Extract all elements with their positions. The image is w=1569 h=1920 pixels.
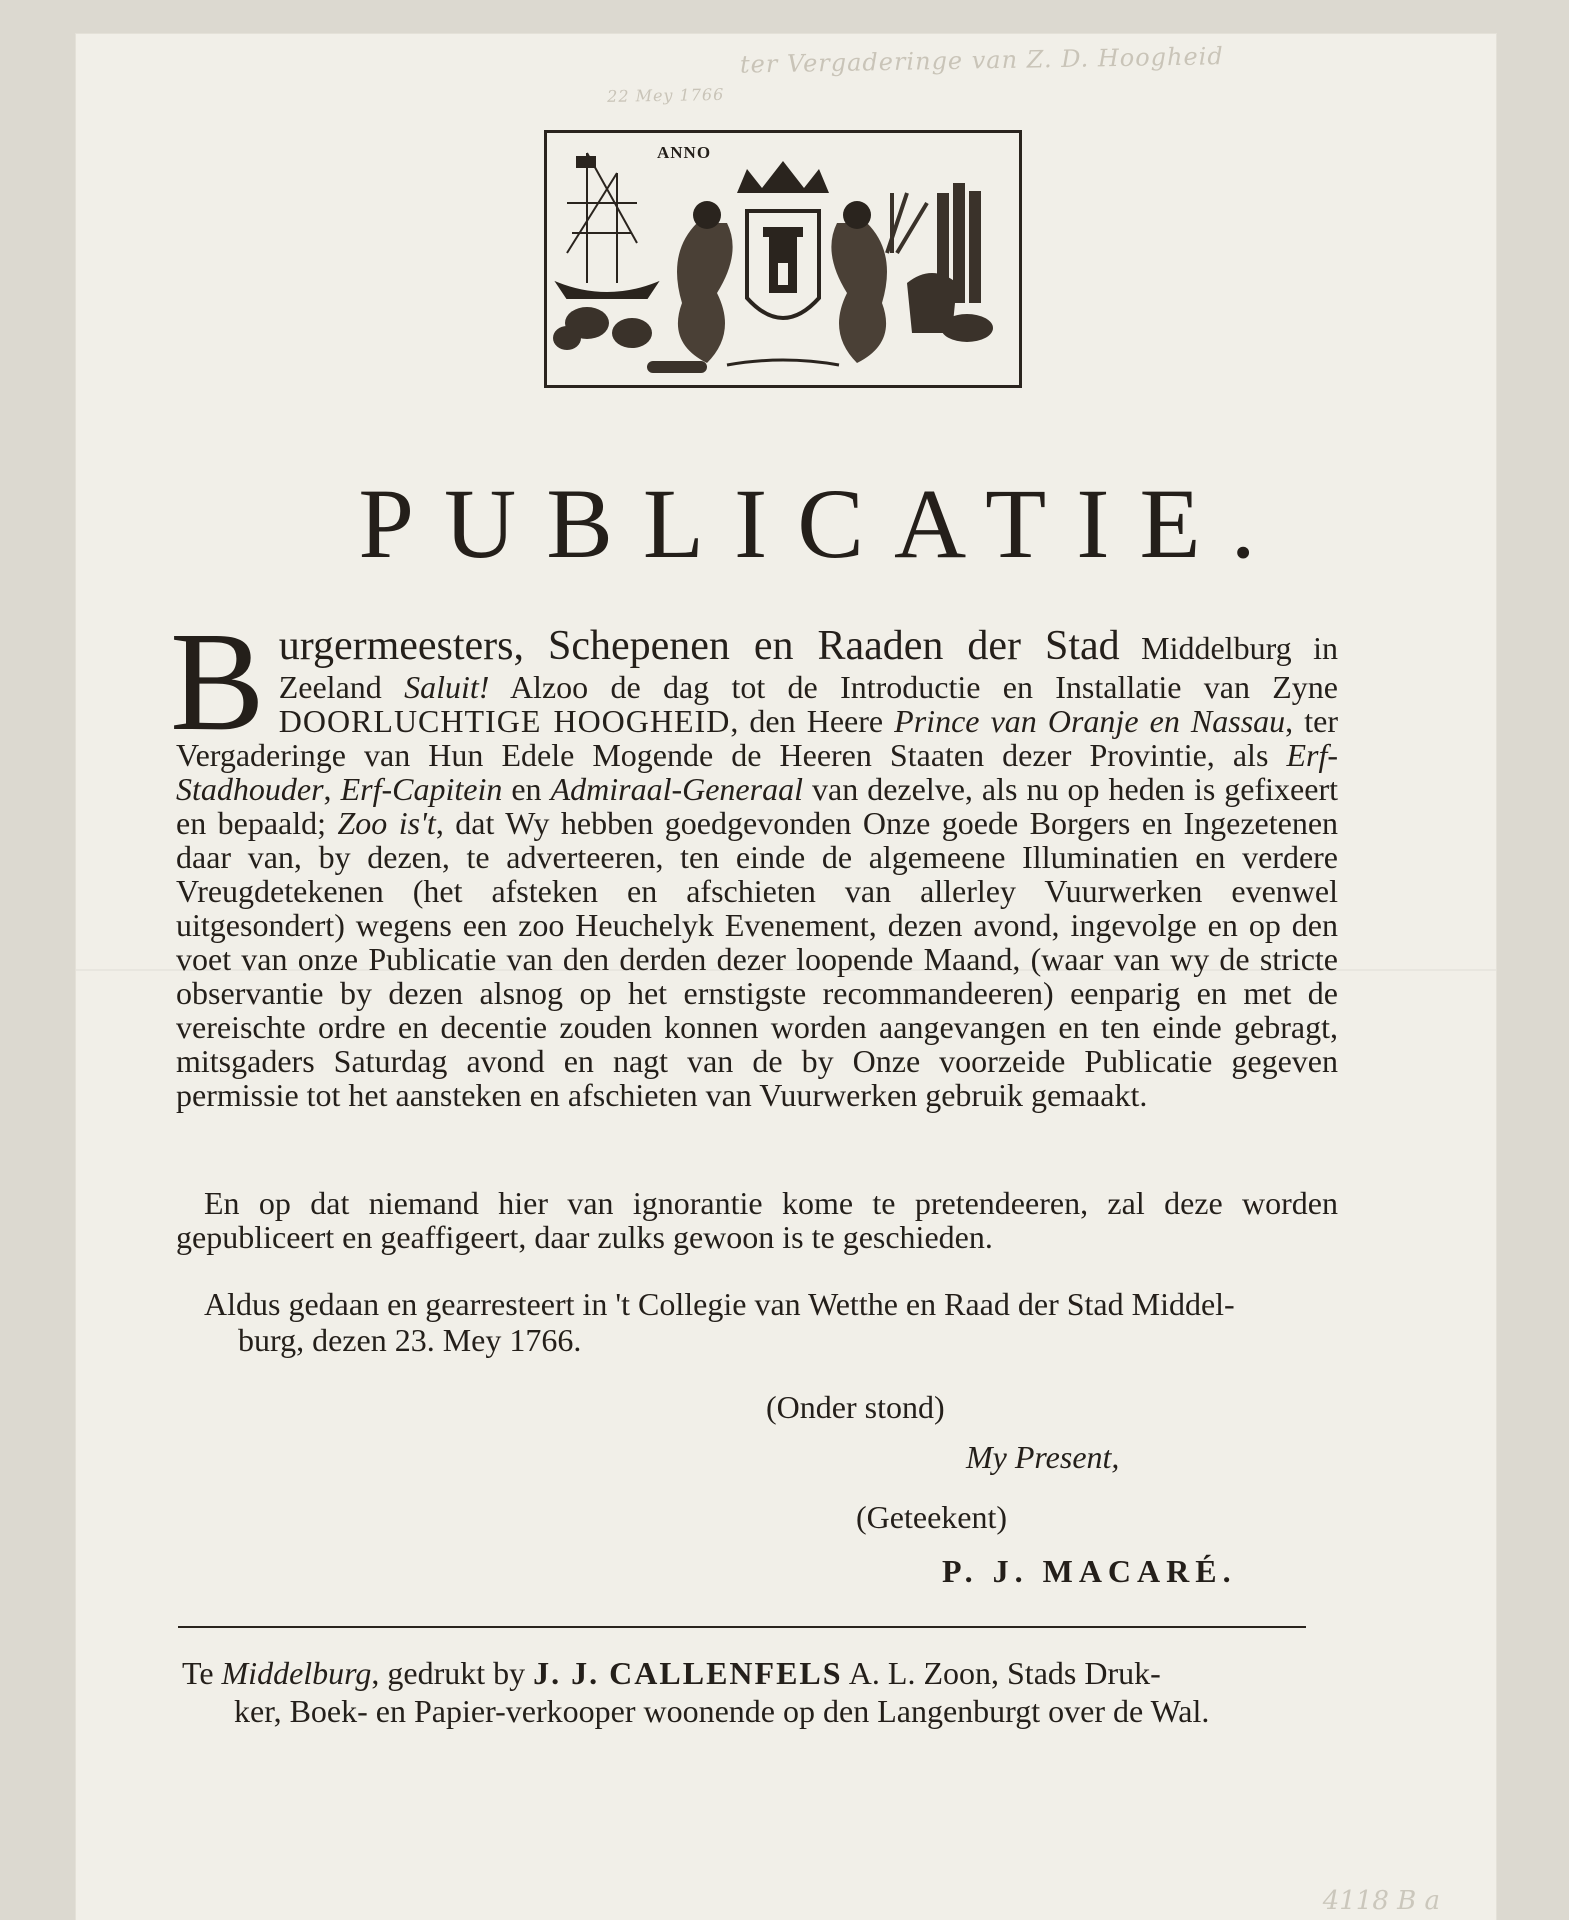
erf-capitein-text: Erf-Capitein <box>340 771 503 807</box>
erf-stadhouder-text: Erf-Stadhouder <box>176 737 1338 807</box>
anno-label: ANNO <box>657 143 712 162</box>
body-text-3: , den Heere <box>730 703 895 739</box>
imprint-middelburg: Middelburg <box>221 1655 372 1691</box>
body-text-2: Alzoo de dag tot de Introductie en Installatie van Zyne <box>489 669 1339 705</box>
third-paragraph <box>176 1286 1338 1358</box>
imprint-te: Te <box>182 1655 222 1691</box>
coat-of-arms-woodcut <box>544 130 1022 388</box>
poster-sheet <box>76 34 1496 1920</box>
lead-text: urgermeesters, Schepenen en Raaden der Stad <box>278 623 1120 669</box>
body-text-5: , <box>323 771 341 807</box>
body-text-8: , dat Wy hebben goedgevonden Onze goede Borgers en Ingezetenen daar van, by dezen, te adverteeren, ten einde de algemeene Illuminatien en verdere Vreugdetekenen (het afsteken en afschieten van allerley Vuurwerken evenwel uitgesondert) wegens een zoo Heuchelyk Evenement, dezen avond, ingevolge en op den voet van onze Publicatie van den derden dezer loopende Maand, (waar van wy de stricte observantie by dezen alsnog op het ernstigste recommandeeren) eenparig en met de vereischte ordre en decentie zouden konnen worden aangevangen en ten einde gebragt, mitsgaders Saturdag avond en nagt van de by Onze voorzeide Publicatie gegeven permissie tot het aansteken en afschieten van Vuurwerken gebruik gemaakt. <box>176 805 1339 1113</box>
main-paragraph <box>170 602 1339 1113</box>
imprint-line2: ker, Boek- en Papier-verkooper woonende op den Langenburgt over de Wal. <box>234 1693 1210 1729</box>
body-text-4: , ter Vergaderinge van Hun Edele Mogende de Heeren Staaten dezer Provintie, als <box>176 703 1338 773</box>
admiraal-text: Admiraal-Generaal <box>550 771 803 807</box>
drop-cap: B <box>170 602 265 760</box>
handwritten-note-line2: 22 Mey 1766 <box>607 84 725 106</box>
page-title: PUBLICATIE. <box>358 468 1286 579</box>
hoogheid-text: DOORLUCHTIGE HOOGHEID <box>278 703 731 739</box>
geteekent-text: (Geteekent) <box>856 1499 1008 1535</box>
body-text-1: Middelburg in Zeeland <box>278 630 1338 705</box>
printer-imprint <box>176 1654 1348 1730</box>
my-present-text: My Present, <box>966 1439 1120 1475</box>
prince-text: Prince van Oranje en Nassau <box>894 703 1286 739</box>
coat-of-arms-icon <box>547 133 1019 385</box>
body-text-6: en <box>502 771 551 807</box>
third-paragraph-line1: Aldus gedaan en gearresteert in 't Collegie van Wetthe en Raad der Stad Middel- <box>204 1286 1235 1322</box>
divider-rule <box>178 1626 1306 1628</box>
onder-stond-text: (Onder stond) <box>766 1389 945 1425</box>
imprint-line1 <box>176 1654 1348 1692</box>
signatory-name: P. J. MACARÉ. <box>942 1553 1237 1589</box>
body-text-7: van dezelve, als nu op heden is gefixeert en bepaald; <box>176 771 1338 841</box>
printer-name: J. J. CALLENFELS <box>533 1655 843 1691</box>
handwritten-note <box>94 38 1225 118</box>
imprint-zoon: A. L. Zoon, Stads Druk- <box>842 1655 1161 1691</box>
catalog-number: 4118 B a <box>1322 1886 1440 1916</box>
third-paragraph-line2: burg, dezen 23. Mey 1766. <box>238 1322 582 1358</box>
second-paragraph: En op dat niemand hier van ignorantie kome te pretendeeren, zal deze worden gepubliceert en geaffigeert, daar zulks gewoon is te geschieden. <box>176 1185 1338 1255</box>
handwritten-note-line1: ter Vergaderinge van Z. D. Hoogheid <box>739 42 1224 79</box>
saluit-text: Saluit! <box>404 669 490 705</box>
zoo-is-t-text: Zoo is't <box>337 805 436 841</box>
imprint-gedrukt: , gedrukt by <box>371 1655 534 1691</box>
